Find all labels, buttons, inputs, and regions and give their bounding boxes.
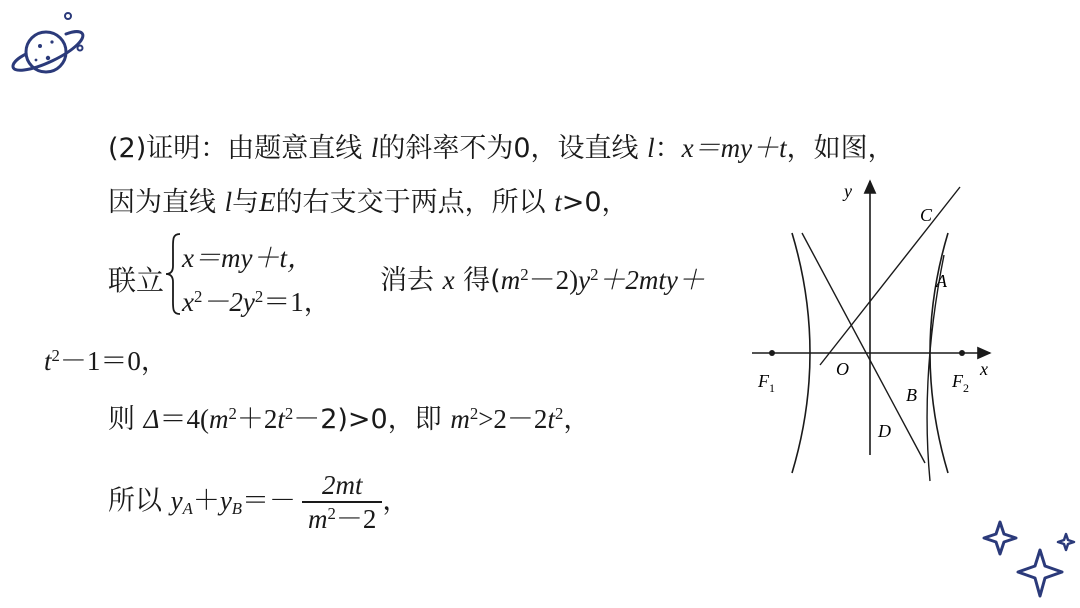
elim-b: 得( <box>454 265 501 296</box>
line6-fraction <box>302 470 382 537</box>
line6-subB: B <box>231 498 243 518</box>
elim-x: x <box>442 265 455 295</box>
label-F2: $F_2$ <box>952 371 969 395</box>
line2-E: E <box>259 187 276 217</box>
line2-suffix: >0， <box>561 187 629 218</box>
elim-y: y <box>578 265 591 295</box>
line5-a: 则 <box>108 404 144 435</box>
elim-sup2: 2 <box>590 264 599 284</box>
line5-m: m <box>208 404 229 434</box>
den-m: m <box>308 504 328 535</box>
fraction-numerator: 2mt <box>302 470 382 503</box>
elim-d: ＋2mty＋ <box>598 265 705 295</box>
line5-s4: 2 <box>554 403 564 423</box>
solution-line-2 <box>108 180 629 219</box>
line1-mid: 的斜率不为0，设直线 <box>378 133 648 164</box>
den-sup: 2 <box>327 503 336 523</box>
line4-t: t <box>44 346 52 376</box>
line5-e: >2－2 <box>478 404 548 434</box>
elim-sup1: 2 <box>520 264 529 284</box>
line2-prefix: 因为直线 <box>108 187 225 218</box>
system-label: 联立 <box>108 264 165 297</box>
label-y: y <box>844 181 852 201</box>
line4-rest: －1＝0， <box>59 346 168 376</box>
line6-plus: ＋ <box>192 485 220 516</box>
eq2-sup2: 2 <box>254 286 264 306</box>
label-x: x <box>980 359 988 379</box>
label-D: D <box>878 421 891 441</box>
line5-m2: m <box>450 404 470 434</box>
sparkle-stars-icon <box>982 514 1078 602</box>
eq2-sup1: 2 <box>193 286 203 306</box>
line1-l2: l <box>647 133 655 163</box>
elim-m: m <box>500 265 521 295</box>
line5-c: ＋2 <box>236 404 278 434</box>
eq2-end: ＝1， <box>263 287 331 317</box>
fraction-denominator <box>302 503 382 537</box>
line6-yB: y <box>219 485 232 516</box>
line1-equation: x＝my＋t <box>681 133 787 163</box>
line5-d: －2)>0，即 <box>293 404 451 435</box>
system-brace <box>164 232 182 316</box>
line6-end: ， <box>382 485 410 516</box>
line2-mid2: 的右支交于两点，所以 <box>275 187 555 218</box>
system-equation-2 <box>182 280 331 319</box>
label-C: C <box>920 205 933 225</box>
elim-a: 消去 <box>380 265 443 296</box>
line1-l1: l <box>370 133 379 163</box>
solution-line-4 <box>44 339 168 378</box>
line1-prefix: (2)证明：由题意直线 <box>108 133 371 164</box>
label-F1: $F_1$ <box>758 371 775 395</box>
line2-mid: 与 <box>232 187 260 218</box>
line1-colon: ： <box>654 133 682 164</box>
line5-s3: 2 <box>469 403 479 423</box>
solution-line-1 <box>108 126 895 165</box>
focus-F1 <box>769 350 775 356</box>
label-A: A <box>936 271 947 291</box>
elim-c: －2) <box>528 265 579 295</box>
line6-yA: y <box>170 485 183 516</box>
line5-t: t <box>277 404 285 434</box>
solution-line-5 <box>108 397 590 436</box>
line5-delta: Δ <box>143 404 160 434</box>
line2-t: t <box>554 187 562 217</box>
line6-a: 所以 <box>108 485 171 517</box>
line6-eq: ＝－ <box>242 485 297 516</box>
focus-F2 <box>959 350 965 356</box>
line5-s1: 2 <box>228 403 237 423</box>
line5-f: ， <box>563 404 591 434</box>
label-O: O <box>836 359 849 379</box>
line1-suffix: ，如图， <box>786 133 895 164</box>
elimination-text <box>380 258 705 297</box>
eq2-x: x <box>182 287 194 317</box>
label-B: B <box>906 385 917 405</box>
den-rest: －2 <box>335 504 377 535</box>
planet-icon <box>4 10 88 86</box>
line4-sup: 2 <box>51 345 60 365</box>
line-through-origin <box>802 233 925 463</box>
line6-subA: A <box>182 498 193 518</box>
line5-s2: 2 <box>284 403 294 423</box>
system-equation-1: x＝my＋t， <box>182 243 314 273</box>
eq2-mid: －2y <box>202 287 255 317</box>
solution-line-6 <box>108 470 409 537</box>
line5-t2: t <box>547 404 555 434</box>
line2-l: l <box>224 187 233 217</box>
line5-b: ＝4( <box>159 404 209 434</box>
hyperbola-figure <box>740 175 1000 495</box>
